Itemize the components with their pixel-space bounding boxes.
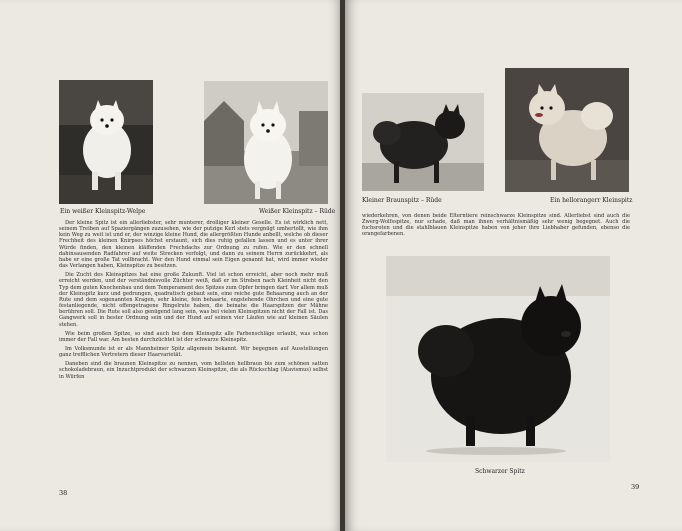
right-page <box>345 0 682 531</box>
right-body-text <box>362 213 630 241</box>
caption-white-puppy: Ein weißer Kleinspitz-Welpe <box>60 208 146 215</box>
paragraph: Daneben sind die braunen Kleinspitze zu nennen, vom hellsten hellbraun bis zum schönen satten schokoladebraun, ein Inzuchtprodukt der schwarzen Kleinspitze, die als Rückschlag (Atavismus) selbst in Würfen <box>59 361 328 380</box>
photo-white-male-spitz <box>204 81 328 204</box>
left-body-text <box>59 220 328 383</box>
paragraph: Der kleine Spitz ist ein allerliebster, sehr munterer, drolliger kleiner Geselle. Es ist wirklich nett, seinem Treiben auf Spaziergängen zuzusehen, wie der putzige Kerl stets vergnügt umhertollt, wie ihm kein Weg zu weit ist und er, der winzige kleine Hund, die allergrößten Hunde anbellt, welche ob dieser Frechheit des kleinen Knirpses höchst erstaunt, sich dies ruhig gefallen lassen und es unter ihrer Würde finden, den kleinen kläffenden Frechdachs zur Ordnung zu rufen. Wie er den schnell dahinsausenden Radfahrer auf weite Strecken verfolgt, und dann zu seinem Herrn zurückkehrt, als habe er eine große Tat vollbracht. Wer den Hund einmal sein Eigen genannt hat, wird immer wieder das Verlangen haben, Kleinspitze zu besitzen. <box>59 220 328 270</box>
photo-black-spitz <box>386 256 610 462</box>
photo-brown-male-spitz <box>362 93 484 191</box>
paragraph: Wie beim großen Spitze, so sind auch bei dem Kleinspitz alle Farbenschläge erlaubt, was schon immer der Fall war. Am besten durchzüchtet ist der schwarze Kleinspitz. <box>59 330 328 343</box>
caption-black-spitz: Schwarzer Spitz <box>475 468 525 475</box>
caption-brown-male-spitz: Kleiner Braunspitz – Rüde <box>362 197 442 204</box>
paragraph: Die Zucht des Kleinspitzes hat eine große Zukunft. Viel ist schon erreicht, aber noch mehr muß erreicht werden, und der verständnisvolle Züchter weiß, daß er im Streben nach Kleinheit nicht den Typ dem guten Knochenbau und dem Temperament des Spitzes zum Opfer bringen darf. Vor allem muß der Kleinspitz kurz und gedrungen, quadratisch gebaut sein, eine reiche gute Behaarung auch an der Rute und dem sogenannten Kragen, sehr kleine, fein behaarte, engstehende Ohrchen und eine gute festanliegende, nicht offengetragene Ringelrute haben, die beinahe die Haarspitzen der Mähne berühren soll. Die Rute soll also genügend lang sein, was bei vielen Kleinspitzen nicht der Fall ist. Das Gangwerk soll in bester Ordnung sein und der Hund auf seinen vier Läufen wie auf kleinen Säulen stehen. <box>59 272 328 328</box>
paragraph: wiederkehren, von denen beide Elterntiere reinschwarze Kleinspitze sind. Allerliebst sind auch die Zwerg-Wolfsspitze, nur schade, daß man ihnen verhältnismäßig sehr wenig begegnet. Auch die fuchsroten und die stahlblauen Kleinspitze haben von jeher ihre Liebhaber gefunden, ebenso die orangefarbenen. <box>362 213 630 238</box>
paragraph: Im Volksmunde ist er als Mannheimer Spitz allgemein bekannt. Wir begegnen auf Ausstellungen ganz trefflichen Vertretern dieser Haarvarietät. <box>59 345 328 359</box>
page-number-right: 39 <box>631 483 640 491</box>
photo-white-puppy <box>59 80 153 204</box>
caption-white-male-spitz: Weißer Kleinspitz – Rüde <box>259 208 336 215</box>
caption-orange-spitz: Ein hellorangerr Kleinspitz <box>550 197 633 204</box>
page-number-left: 38 <box>59 489 68 497</box>
photo-orange-spitz <box>505 68 629 192</box>
